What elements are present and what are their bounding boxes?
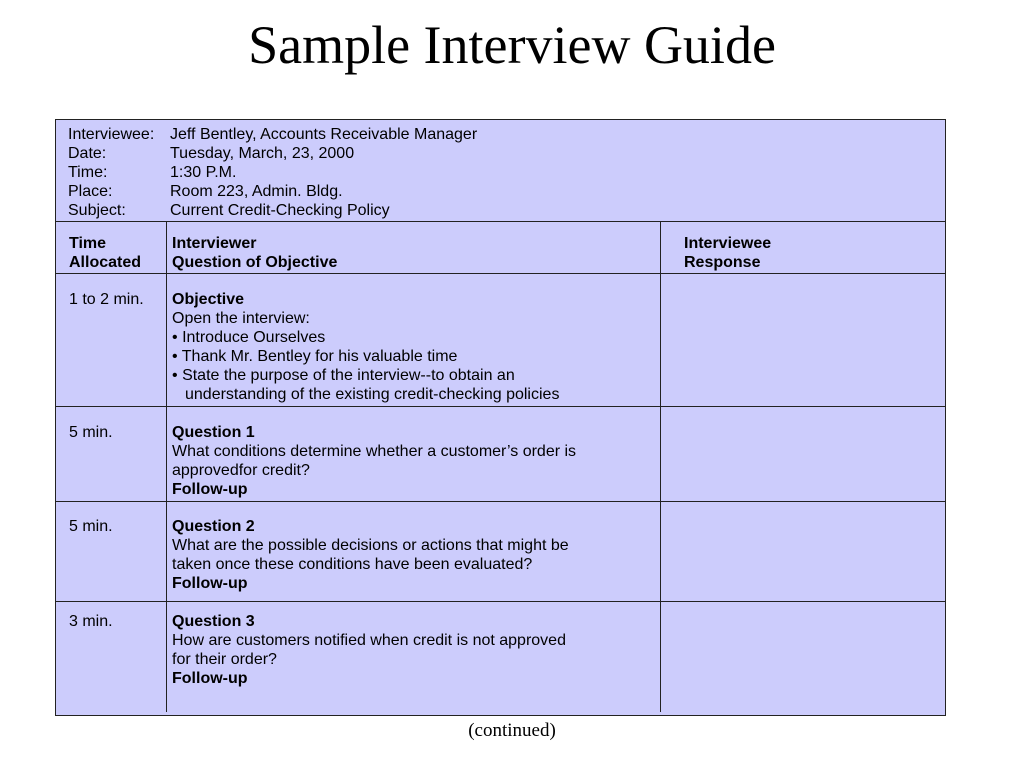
detail-value: Jeff Bentley, Accounts Receivable Manager	[170, 126, 478, 143]
column-header-interviewee: Interviewee Response	[684, 235, 772, 271]
detail-row-place	[68, 182, 477, 201]
column-header-interviewer: Interviewer Question of Objective	[172, 235, 338, 271]
row-time-allocated: 5 min.	[69, 518, 113, 535]
row-question-3	[172, 612, 566, 688]
interview-details	[68, 125, 477, 220]
detail-value: 1:30 P.M.	[170, 164, 237, 181]
list-item: • State the purpose of the interview--to obtain an	[172, 367, 515, 384]
column-divider	[660, 221, 661, 712]
detail-row-subject	[68, 201, 477, 220]
row-question-1	[172, 423, 576, 499]
list-item: • Thank Mr. Bentley for his valuable time	[172, 348, 458, 365]
row-heading: Question 3	[172, 613, 255, 630]
row-text: taken once these conditions have been evaluated?	[172, 556, 533, 573]
row-time-allocated: 3 min.	[69, 613, 113, 630]
row-time-allocated: 1 to 2 min.	[69, 291, 144, 308]
row-followup: Follow-up	[172, 575, 248, 592]
divider	[56, 501, 945, 502]
row-text: approvedfor credit?	[172, 462, 310, 479]
row-question-2	[172, 517, 569, 593]
row-heading: Question 2	[172, 518, 255, 535]
detail-label: Place:	[68, 183, 113, 200]
list-item-continuation: understanding of the existing credit-checking policies	[185, 386, 560, 403]
detail-label: Date:	[68, 145, 107, 162]
row-heading: Question 1	[172, 424, 255, 441]
detail-value: Current Credit-Checking Policy	[170, 202, 390, 219]
row-time-allocated: 5 min.	[69, 424, 113, 441]
bullet-icon: •	[172, 367, 178, 384]
row-objective	[172, 290, 559, 404]
detail-label: Time:	[68, 164, 108, 181]
divider	[56, 406, 945, 407]
row-text: for their order?	[172, 651, 277, 668]
row-text: What are the possible decisions or actions that might be	[172, 537, 569, 554]
row-followup: Follow-up	[172, 670, 248, 687]
detail-row-interviewee	[68, 125, 477, 144]
page-title: Sample Interview Guide	[248, 15, 776, 75]
detail-row-date	[68, 144, 477, 163]
row-heading: Objective	[172, 291, 245, 308]
divider	[56, 601, 945, 602]
detail-row-time	[68, 163, 477, 182]
row-text: How are customers notified when credit is not approved	[172, 632, 566, 649]
interview-guide-table	[55, 119, 946, 716]
row-text: Open the interview:	[172, 310, 310, 327]
row-text: What conditions determine whether a customer’s order is	[172, 443, 577, 460]
list-item: • Introduce Ourselves	[172, 329, 326, 346]
column-divider	[166, 221, 167, 712]
detail-label: Interviewee:	[68, 126, 155, 143]
continued-note: (continued)	[468, 720, 556, 741]
row-followup: Follow-up	[172, 481, 248, 498]
detail-value: Tuesday, March, 23, 2000	[170, 145, 355, 162]
column-header-time: Time Allocated	[69, 235, 142, 271]
divider	[56, 221, 945, 222]
bullet-icon: •	[172, 329, 178, 346]
bullet-icon: •	[172, 348, 178, 365]
detail-value: Room 223, Admin. Bldg.	[170, 183, 343, 200]
detail-label: Subject:	[68, 202, 126, 219]
divider	[56, 273, 945, 274]
